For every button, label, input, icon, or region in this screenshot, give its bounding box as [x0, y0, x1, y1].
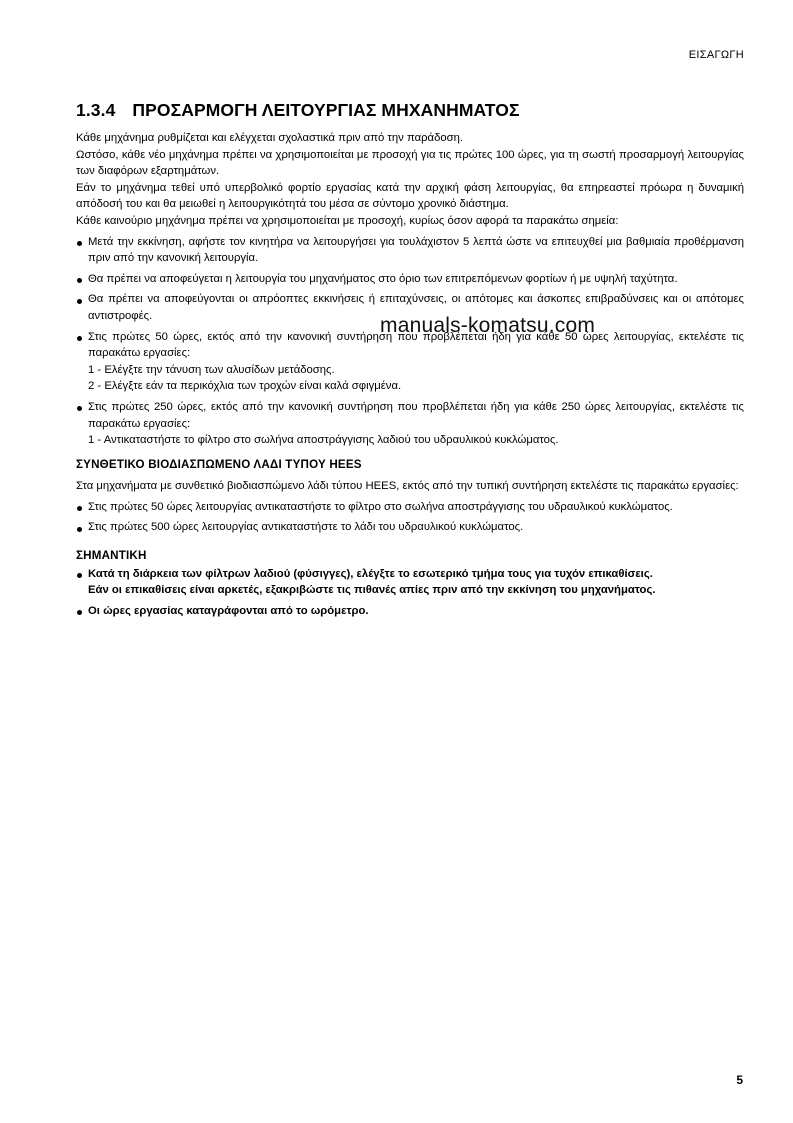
bullet-text: Στις πρώτες 250 ώρες, εκτός από την κανονική συντήρηση που προβλέπεται ήδη για κάθε 250 ώρες λειτουργίας, εκτελέστε τις παρακάτω εργασίες:	[88, 400, 744, 430]
bullet-extra: Εάν οι επικαθίσεις είναι αρκετές, εξακριβώστε τις πιθανές απίες πριν από την εκκίνηση του μηχανήματος.	[88, 584, 656, 597]
hees-intro: Στα μηχανήματα με συνθετικό βιοδιασπώμενο λάδι τύπου HEES, εκτός από την τυπική συντήρηση εκτελέστε τις παρακάτω εργασίες:	[76, 480, 739, 493]
bullet-text: Οι ώρες εργασίας καταγράφονται από το ωρόμετρο.	[88, 604, 369, 617]
watermark: manuals-komatsu.com	[380, 314, 596, 337]
break-in-points	[76, 234, 744, 449]
bullet-text: Στις πρώτες 500 ώρες λειτουργίας αντικαταστήστε το λάδι του υδραυλικού κυκλώματος.	[88, 521, 524, 534]
page-number: 5	[736, 1073, 743, 1087]
bullet-item	[76, 234, 744, 267]
intro-paragraph: Ωστόσο, κάθε νέο μηχάνημα πρέπει να χρησιμοποιείται με προσοχή για τις πρώτες 100 ώρες, για τη σωστή προσαρμογή λειτουργίας των διαφόρων εξαρτημάτων.	[76, 148, 744, 178]
bullet-item	[76, 499, 744, 516]
bullet-text: Θα πρέπει να αποφεύγεται η λειτουργία του μηχανήματος στο όριο των επιτρεπόμενων φορτίων ή με υψηλή ταχύτητα.	[88, 272, 678, 285]
intro-paragraph: Κάθε καινούριο μηχάνημα πρέπει να χρησιμοποιείται με προσοχή, κυρίως όσον αφορά τα παρακάτω σημεία:	[76, 214, 619, 227]
page-content	[76, 130, 744, 619]
bullet-text: Κατά τη διάρκεια των φίλτρων λαδιού (φύσιγγες), ελέγξτε το εσωτερικό τμήμα τους για τυχόν επικαθίσεις.	[88, 567, 653, 580]
bullet-text: Στις πρώτες 50 ώρες, εκτός από την κανονική συντήρηση που προβλέπεται ήδη για κάθε 50 ώρες λειτουργίας, εκτελέστε τις παρακάτω εργασίες:	[88, 330, 744, 360]
bullet-item	[76, 329, 744, 395]
important-points	[76, 566, 744, 620]
section-title-text: ΠΡΟΣΑΡΜΟΓΗ ΛΕΙΤΟΥΡΓΙΑΣ ΜΗΧΑΝΗΜΑΤΟΣ	[132, 100, 520, 120]
sub-step: 2 - Ελέγξτε εάν τα περικόχλια των τροχών είναι καλά σφιγμένα.	[88, 380, 402, 393]
intro-paragraph: Κάθε μηχάνημα ρυθμίζεται και ελέγχεται σχολαστικά πριν από την παράδοση.	[76, 132, 464, 144]
bullet-text: Θα πρέπει να αποφεύγονται οι απρόοπτες εκκινήσεις ή επιταχύνσεις, οι απότομες και άσκοπες επιβραδύνσεις και οι απότομες αντιστροφές.	[88, 293, 744, 322]
section-title	[76, 100, 520, 121]
bullet-text: Μετά την εκκίνηση, αφήστε τον κινητήρα να λειτουργήσει για τουλάχιστον 5 λεπτά ώστε να επιτευχθεί μια βαθμιαία προθέρμανση πριν από την κανονική λειτουργία.	[88, 235, 744, 265]
bullet-item	[76, 566, 744, 599]
important-heading: ΣΗΜΑΝΤΙΚΗ	[76, 549, 147, 563]
hees-points	[76, 499, 744, 536]
running-header: ΕΙΣΑΓΩΓΗ	[688, 49, 744, 61]
sub-step: 1 - Ελέγξτε την τάνυση των αλυσίδων μετάδοσης.	[88, 363, 335, 376]
intro-paragraph: Εάν το μηχάνημα τεθεί υπό υπερβολικό φορτίο εργασίας κατά την αρχική φάση λειτουργίας, θα επηρεαστεί πρόωρα η δυναμική απόδοσή του και θα μειωθεί η λειτουργικότητά του μέσα σε σύντομο χρονικό διάστημα.	[76, 181, 744, 211]
sub-step: 1 - Αντικαταστήστε το φίλτρο στο σωλήνα αποστράγγισης λαδιού του υδραυλικού κυκλώματος.	[88, 434, 559, 447]
bullet-text: Στις πρώτες 50 ώρες λειτουργίας αντικαταστήστε το φίλτρο στο σωλήνα αποστράγγισης του υδραυλικού κυκλώματος.	[88, 500, 673, 513]
bullet-item	[76, 271, 744, 288]
bullet-item	[76, 603, 744, 620]
section-number: 1.3.4	[76, 100, 116, 120]
hees-heading: ΣΥΝΘΕΤΙΚΟ ΒΙΟΔΙΑΣΠΩΜΕΝΟ ΛΑΔΙ ΤΥΠΟΥ HEES	[76, 457, 362, 471]
bullet-item	[76, 399, 744, 449]
bullet-item	[76, 519, 744, 536]
